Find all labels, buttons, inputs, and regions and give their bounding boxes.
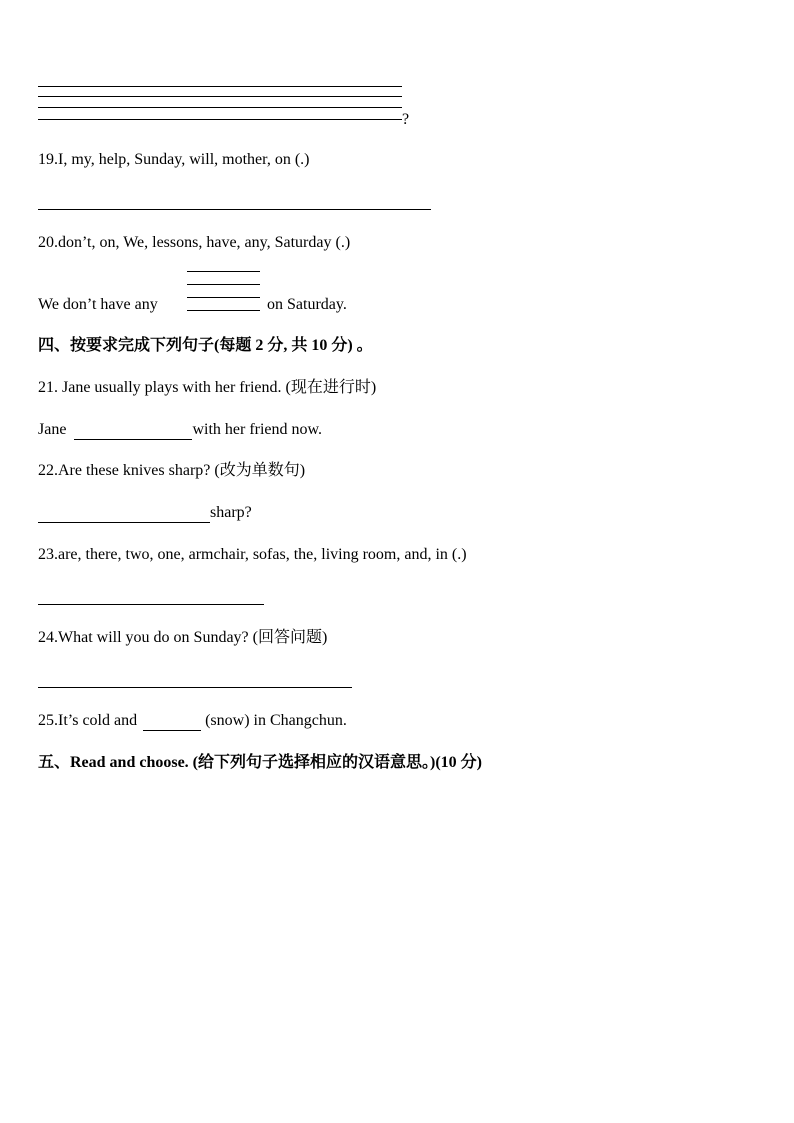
q21-text-after: with her friend now. — [192, 421, 323, 438]
q25-row — [38, 711, 347, 731]
q19-answer-line[interactable] — [38, 209, 431, 210]
q20-text-after: on Saturday. — [267, 296, 347, 313]
answer-line[interactable] — [38, 107, 402, 108]
q22-prompt: 22.Are these knives sharp? (改为单数句) — [38, 462, 306, 479]
q23-prompt: 23.are, there, two, one, armchair, sofas, the, living room, and, in (.) — [38, 546, 467, 563]
q22-blank[interactable] — [38, 506, 210, 523]
answer-line[interactable] — [38, 86, 402, 87]
section-4-heading: 四、按要求完成下列句子(每题 2 分, 共 10 分) 。 — [38, 337, 373, 354]
q23-answer-line[interactable] — [38, 604, 264, 605]
q21-prompt: 21. Jane usually plays with her friend. (现在进行时) — [38, 379, 377, 396]
q18-end-mark: ? — [402, 111, 410, 128]
q21-answer-row — [38, 420, 322, 440]
q22-text-after: sharp? — [210, 504, 252, 521]
q24-answer-line[interactable] — [38, 687, 352, 688]
q22-answer-row — [38, 503, 252, 523]
q20-prompt: 20.don’t, on, We, lessons, have, any, Saturday (.) — [38, 234, 351, 251]
q25-blank[interactable] — [143, 714, 201, 731]
answer-line[interactable] — [38, 119, 402, 120]
blank-line[interactable] — [187, 271, 260, 272]
q24-prompt: 24.What will you do on Sunday? (回答问题) — [38, 629, 328, 646]
q25-text-after: (snow) in Changchun. — [205, 712, 347, 729]
q19-prompt: 19.I, my, help, Sunday, will, mother, on (.) — [38, 151, 310, 168]
q21-text-before: Jane — [38, 421, 67, 438]
blank-line[interactable] — [187, 310, 260, 311]
answer-line[interactable] — [38, 96, 402, 97]
blank-line[interactable] — [187, 284, 260, 285]
q21-blank[interactable] — [74, 423, 192, 440]
blank-line[interactable] — [187, 297, 260, 298]
q20-text-before: We don’t have any — [38, 296, 158, 313]
q25-text-before: 25.It’s cold and — [38, 712, 138, 729]
section-5-heading: 五、Read and choose. (给下列句子选择相应的汉语意思。)(10 分) — [38, 754, 482, 771]
